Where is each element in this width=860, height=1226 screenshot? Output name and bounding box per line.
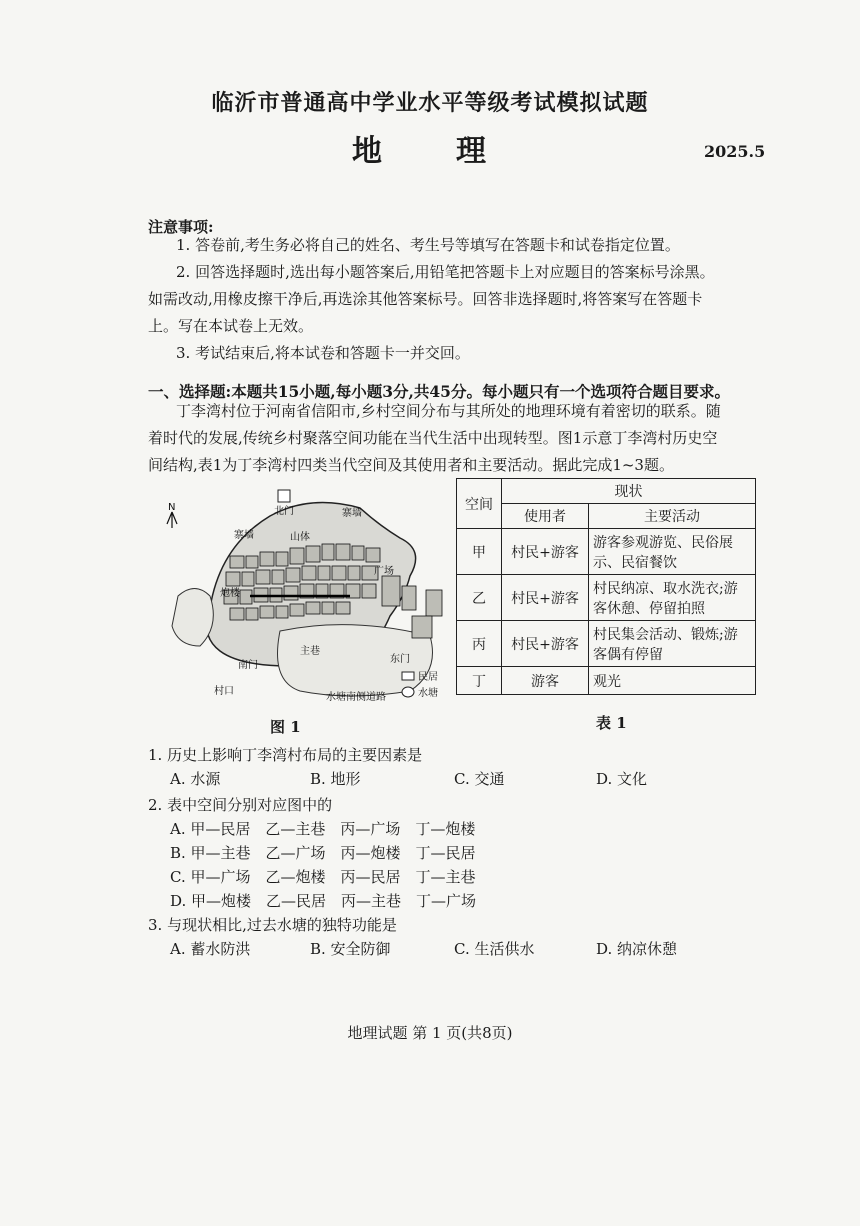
map-south-gate: 南门 [238,660,258,671]
village-map [150,486,450,712]
q2-option-c: C. 甲—广场 乙—炮楼 丙—民居 丁—主巷 [170,868,476,886]
row-user: 村民+游客 [502,529,589,575]
map-square: 广场 [374,566,394,577]
legend-pond-swatch [402,687,414,697]
map-mountain: 山体 [290,532,310,543]
row-activity: 村民纳凉、取水洗衣;游客休憩、停留拍照 [589,575,756,621]
map-north-gate: 北门 [274,506,294,517]
exam-title: 临沂市普通高中学业水平等级考试模拟试题 [211,90,649,116]
row-activity: 村民集会活动、锻炼;游客偶有停留 [589,621,756,667]
q1-option-a: A. 水源 [170,770,221,788]
notice-item-2: 2. 回答选择题时,选出每小题答案后,用铅笔把答题卡上对应题目的答案标号涂黑。 [176,263,715,281]
legend-house-swatch [402,672,414,680]
map-street: 主巷 [300,646,320,657]
space-table [456,478,756,695]
th-status: 现状 [502,479,756,504]
q1-option-c: C. 交通 [454,770,505,788]
row-user: 游客 [502,667,589,695]
map-wall-right: 寨墙 [342,508,362,519]
q3-option-b: B. 安全防御 [310,940,391,958]
map-north-label: N [168,502,176,513]
q3-option-c: C. 生活供水 [454,940,535,958]
exam-date: 2025.5 [704,142,766,161]
row-user: 村民+游客 [502,621,589,667]
intro-line-3: 间结构,表1为丁李湾村四类当代空间及其使用者和主要活动。据此完成1~3题。 [148,456,674,474]
question-3-stem: 3. 与现状相比,过去水塘的独特功能是 [148,916,397,934]
intro-line-1: 丁李湾村位于河南省信阳市,乡村空间分布与其所处的地理环境有着密切的联系。随 [176,402,721,420]
map-wall-left: 寨墙 [234,530,254,541]
th-activity: 主要活动 [589,504,756,529]
th-space: 空间 [457,479,502,529]
map-east-gate: 东门 [390,654,410,665]
question-1-stem: 1. 历史上影响丁李湾村布局的主要因素是 [148,746,423,764]
notice-item-2-end: 上。写在本试卷上无效。 [148,317,314,335]
th-user: 使用者 [502,504,589,529]
q2-option-a: A. 甲—民居 乙—主巷 丙—广场 丁—炮楼 [170,820,476,838]
map-village-entry: 村口 [214,686,234,697]
notice-heading: 注意事项: [148,218,214,236]
q3-option-d: D. 纳凉休憩 [596,940,678,958]
notice-item-3: 3. 考试结束后,将本试卷和答题卡一并交回。 [176,344,470,362]
row-space: 丙 [457,621,502,667]
row-activity: 游客参观游览、民俗展示、民宿餐饮 [589,529,756,575]
row-user: 村民+游客 [502,575,589,621]
row-space: 甲 [457,529,502,575]
page-footer: 地理试题 第 1 页(共8页) [347,1024,513,1042]
row-space: 乙 [457,575,502,621]
section-heading: 一、选择题:本题共15小题,每小题3分,共45分。每小题只有一个选项符合题目要求。 [148,382,730,401]
q2-option-b: B. 甲—主巷 乙—广场 丙—炮楼 丁—民居 [170,844,476,862]
notice-item-1: 1. 答卷前,考生务必将自己的姓名、考生号等填写在答题卡和试卷指定位置。 [176,236,680,254]
legend-house-label: 民居 [418,672,438,683]
north-arrow-icon [167,512,177,528]
figure-caption: 图 1 [270,718,301,736]
map-road: 水塘南侧道路 [326,692,386,703]
north-gate-marker [278,490,290,502]
row-space: 丁 [457,667,502,695]
subject-title: 地 理 [352,134,508,169]
pond-west [172,589,213,647]
table-caption: 表 1 [596,714,627,732]
q2-option-d: D. 甲—炮楼 乙—民居 丙—主巷 丁—广场 [170,892,477,910]
q3-option-a: A. 蓄水防洪 [170,940,251,958]
map-tower: 炮楼 [220,588,240,599]
legend-pond-label: 水塘 [418,688,438,699]
notice-item-2-cont: 如需改动,用橡皮擦干净后,再选涂其他答案标号。回答非选择题时,将答案写在答题卡 [148,290,703,308]
intro-line-2: 着时代的发展,传统乡村聚落空间功能在当代生活中出现转型。图1示意丁李湾村历史空 [148,429,718,447]
question-2-stem: 2. 表中空间分别对应图中的 [148,796,333,814]
row-activity: 观光 [589,667,756,695]
q1-option-b: B. 地形 [310,770,361,788]
q1-option-d: D. 文化 [596,770,648,788]
